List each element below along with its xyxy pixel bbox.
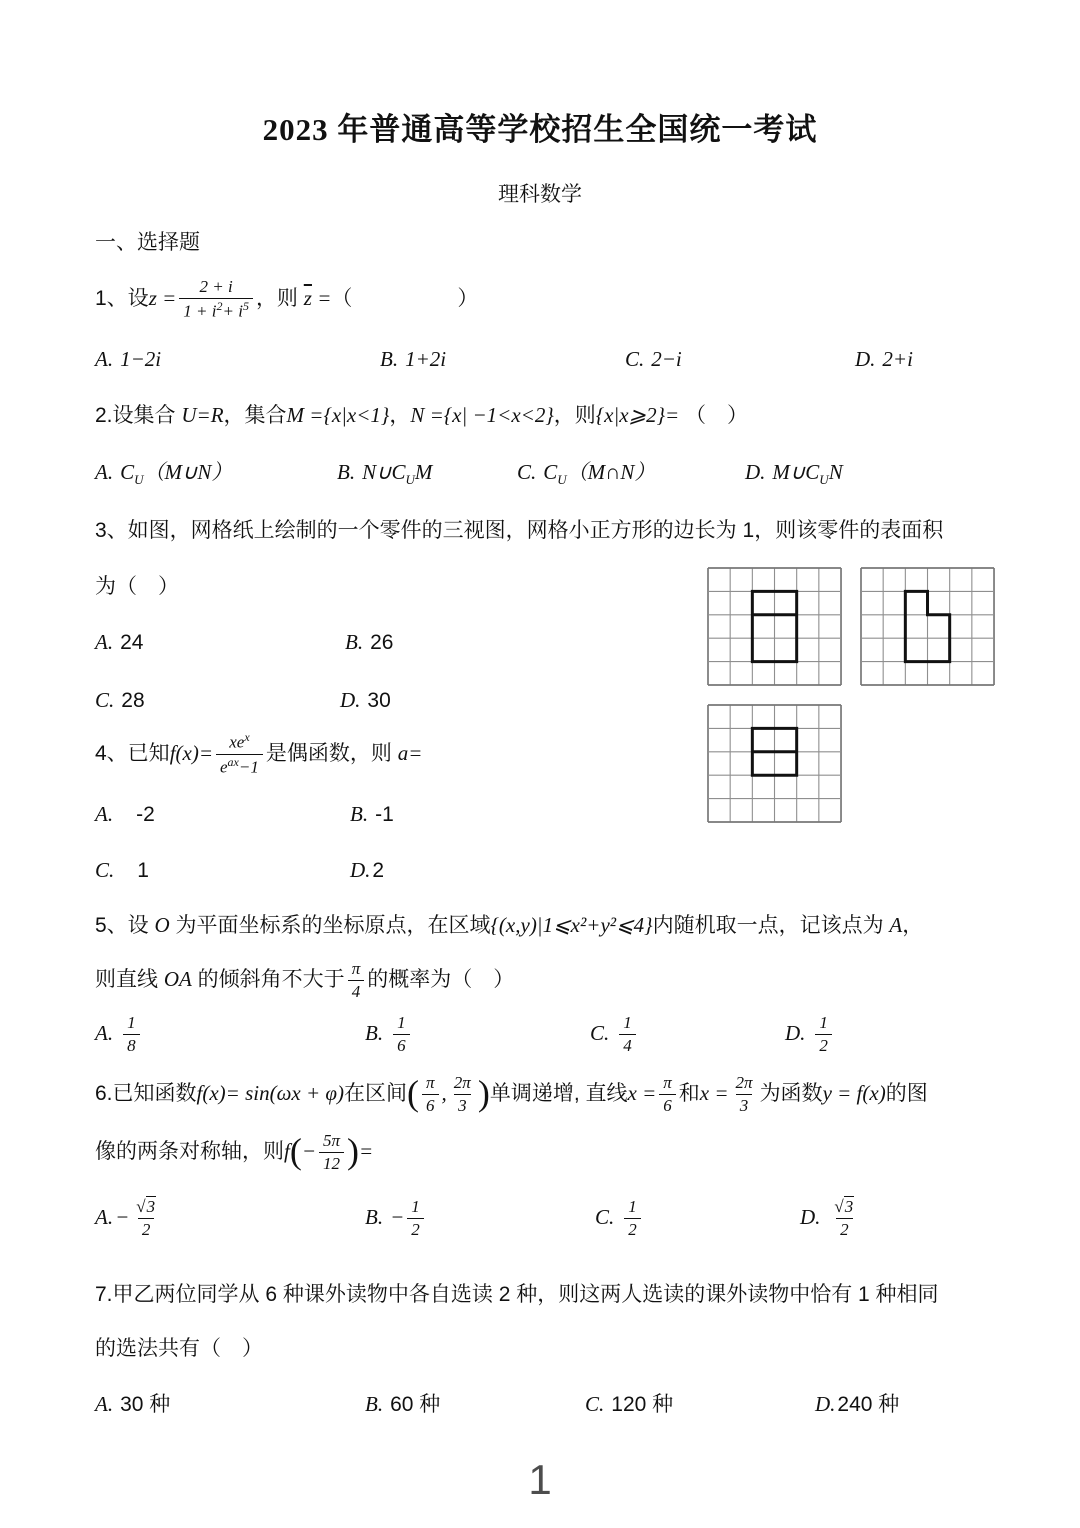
- section-heading: 一、选择题: [95, 231, 200, 254]
- question-3-line1: 3、如图，网格纸上绘制的一个零件的三视图，网格小正方形的边长为 1，则该零件的表面积: [95, 519, 944, 542]
- q2-answer-blank: （ ）: [679, 404, 749, 427]
- q4-option-c: C. 1: [95, 858, 149, 882]
- front-view-grid: [706, 566, 843, 692]
- page-title: 2023 年普通高等学校招生全国统一考试: [262, 112, 818, 147]
- q1-fraction: $\frac{2 + i}{1 + i^2+ i^5}$: [179, 276, 253, 323]
- q5-option-c: C. $\frac{1}{4}$: [590, 1012, 639, 1057]
- q5-option-d: D. $\frac{1}{2}$: [785, 1012, 835, 1057]
- q7-option-a: A. 30 种: [95, 1392, 171, 1416]
- option-text: 2−i: [651, 347, 682, 371]
- question-5-line2: 则直线 OA 的倾斜角不大于 $\frac{\pi}{4}$ 的概率为（ ）: [95, 958, 514, 1003]
- question-2: 2.设集合 U=R，集合M ={x|x<1}，N ={x| −1<x<2}，则{x|x⩾2}= （ ）: [95, 403, 749, 427]
- pi-over-4: $\frac{\pi}{4}$: [348, 958, 365, 1003]
- minus-sign: −: [390, 1205, 405, 1230]
- minus-sign: −: [115, 1205, 130, 1230]
- page-subtitle: 理科数学: [498, 183, 582, 206]
- question-1: 1、设z = $\frac{2 + i}{1 + i^2+ i^5}$ ，则 $\overline{z}$ =（ ）: [95, 276, 478, 323]
- question-6-line1: 6.已知函数f(x)= sin(ωx + φ)在区间( $\frac{\pi}{6}$ , $\frac{2\pi}{3}$ )单调递增, 直线x = $\frac{\pi}{6}$ 和x = $\frac{2\pi}{3}$ 为函数y = f(x)的图: [95, 1072, 928, 1117]
- q1-zbar: $\overline{z}$: [303, 285, 312, 310]
- top-view-grid: [706, 703, 843, 829]
- q7-option-c: C. 120 种: [585, 1392, 674, 1416]
- q1-option-b: [380, 345, 446, 374]
- q1-option-c: [625, 345, 682, 374]
- right-paren: ): [347, 1130, 360, 1171]
- q6-option-c: C. $\frac{1}{2}$: [595, 1196, 644, 1241]
- q6-option-d: D. $\frac{√3}{2}$: [800, 1196, 861, 1241]
- q1-option-d: [855, 345, 913, 374]
- option-text: 1−2i: [120, 347, 162, 371]
- q3-option-b: B. 26: [345, 630, 394, 654]
- q1-then: ，则: [255, 286, 304, 310]
- option-label: B.: [380, 347, 399, 371]
- minus-sign: −: [301, 1139, 317, 1164]
- q1-text: 1、设: [95, 286, 149, 310]
- q3-option-d: D. 30: [340, 688, 391, 712]
- q4-option-a: A. -2: [95, 802, 155, 826]
- q5-option-b: B. $\frac{1}{6}$: [365, 1012, 413, 1057]
- side-view-grid: [859, 566, 996, 692]
- question-6-line2: 像的两条对称轴，则f(− $\frac{5\pi}{12}$ )=: [95, 1130, 373, 1175]
- q2-option-c: C. $C_U(M\cap N)$: [517, 460, 656, 488]
- q6-option-a: A.− $\frac{√3}{2}$: [95, 1196, 163, 1241]
- q1-answer-blank: （ ）: [331, 286, 479, 310]
- left-paren: (: [407, 1072, 420, 1113]
- question-7-line2: 的选法共有（ ）: [95, 1337, 263, 1360]
- q7-option-d: D.240 种: [815, 1392, 900, 1416]
- q2-option-b: B. $N\cup C_UM$: [337, 460, 433, 488]
- option-label: A.: [95, 347, 114, 371]
- q4-fraction: $\frac{xe^x}{e^{ax}-1}$: [216, 730, 263, 779]
- option-text: 1+2i: [405, 347, 447, 371]
- q5-answer-blank: 的概率为（ ）: [367, 968, 515, 992]
- left-paren: (: [289, 1130, 302, 1171]
- question-5-line1: 5、设 O 为平面坐标系的坐标原点，在区域{(x,y)|1⩽x²+y²⩽4}内随机取一点，记该点为 A，: [95, 913, 924, 937]
- option-label: C.: [625, 347, 645, 371]
- q1-option-a: [95, 345, 161, 374]
- right-paren: ): [477, 1072, 490, 1113]
- sqrt-3: √3: [136, 1197, 156, 1216]
- sqrt-3: √3: [834, 1197, 854, 1216]
- q5-option-a: A. $\frac{1}{8}$: [95, 1012, 143, 1057]
- q3-option-a: A. 24: [95, 630, 144, 654]
- q6-option-b: B. − $\frac{1}{2}$: [365, 1196, 427, 1241]
- q7-option-b: B. 60 种: [365, 1392, 441, 1416]
- q2-option-a: A. $C_U(M\cup N)$: [95, 460, 233, 488]
- option-label: D.: [855, 347, 876, 371]
- question-3-line2: 为（ ）: [95, 575, 179, 598]
- option-text: 2+i: [882, 347, 913, 371]
- page-number: 1: [528, 1456, 552, 1503]
- q3-option-c: C. 28: [95, 688, 145, 712]
- q4-option-d: D.2: [350, 858, 385, 882]
- question-7-line1: 7.甲乙两位同学从 6 种课外读物中各自选读 2 种，则这两人选读的课外读物中恰有 1 种相同: [95, 1283, 939, 1306]
- q1-eq: z =: [148, 285, 177, 310]
- q2-option-d: D. $M\cup C_UN$: [745, 460, 843, 488]
- question-4: 4、已知f(x)= $\frac{xe^x}{e^{ax}-1}$ 是偶函数，则 a=: [95, 730, 422, 779]
- q4-option-b: B. -1: [350, 802, 394, 826]
